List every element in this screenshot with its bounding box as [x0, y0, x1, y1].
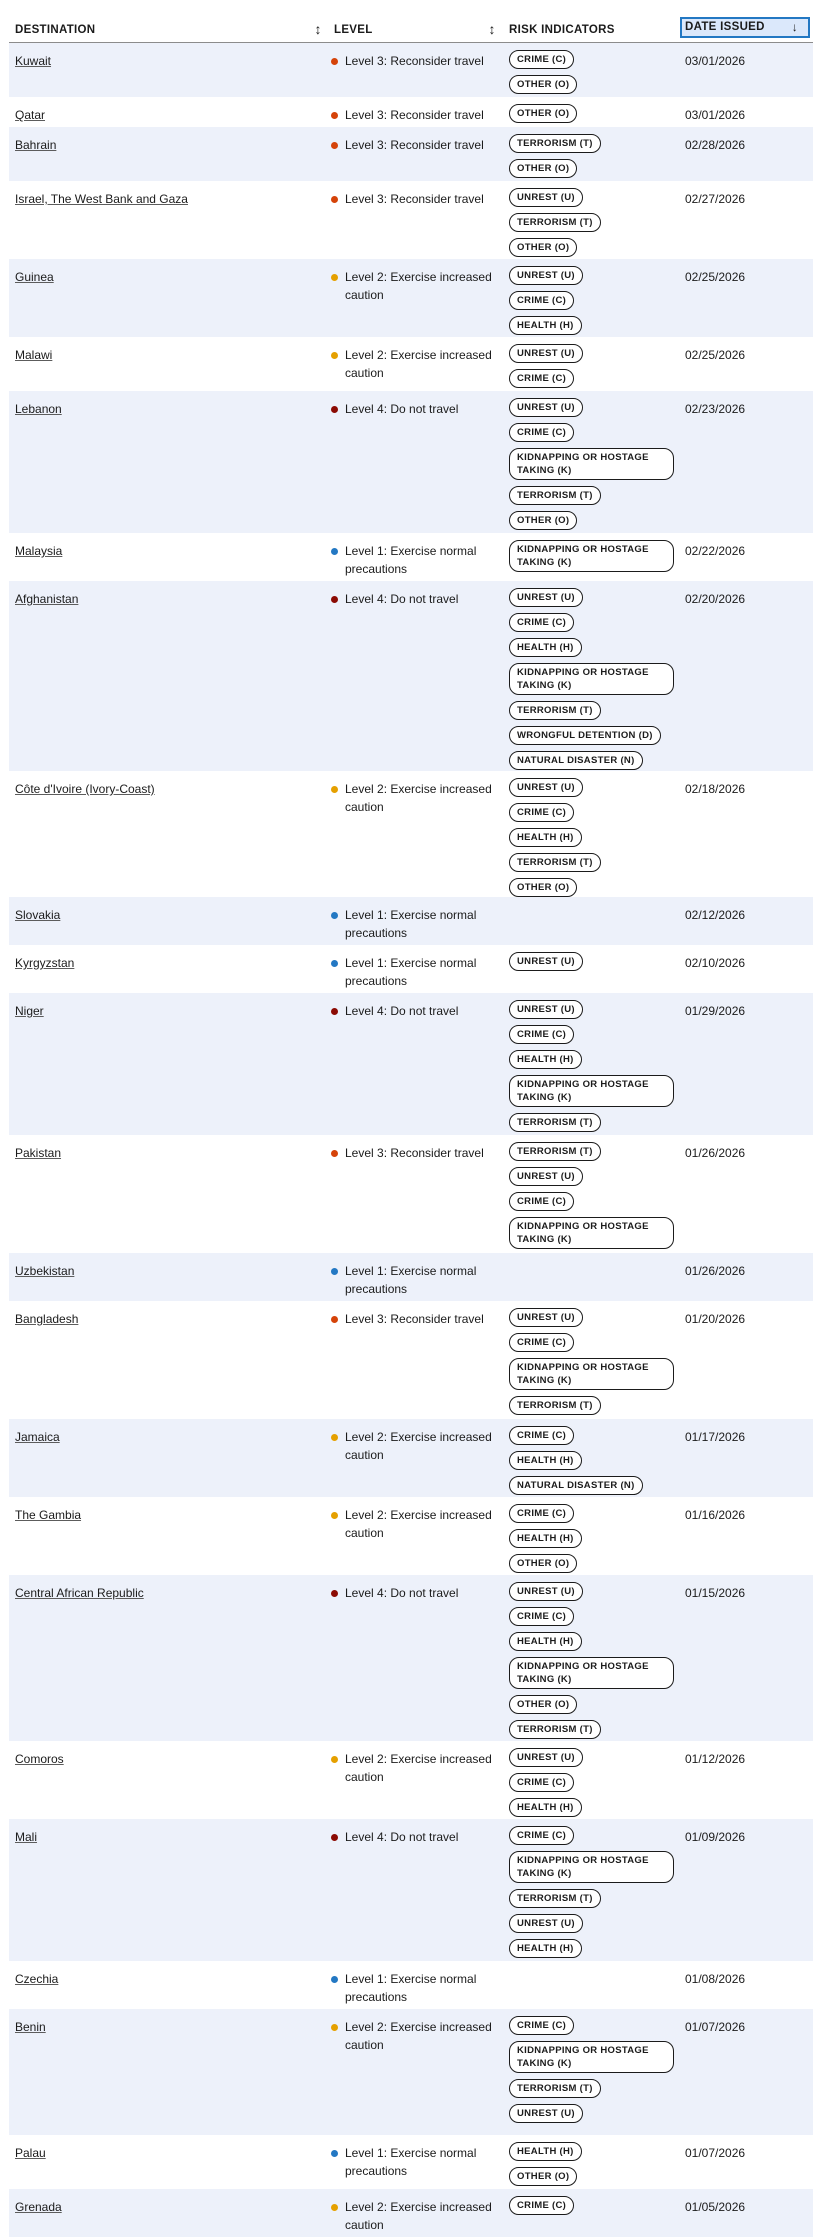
risk-indicator-badge: OTHER (O) — [509, 1695, 577, 1714]
table-row — [9, 1497, 813, 1575]
date-issued-cell: 01/17/2026 — [685, 1430, 746, 1444]
level-indicator-dot-icon — [331, 1150, 338, 1157]
destination-link[interactable]: Bangladesh — [15, 1312, 79, 1326]
level-cell — [331, 2144, 495, 2180]
risk-indicator-badge: KIDNAPPING OR HOSTAGE TAKING (K) — [509, 448, 674, 480]
destination-link[interactable]: Jamaica — [15, 1430, 60, 1444]
risk-indicator-badge: OTHER (O) — [509, 1554, 577, 1573]
level-indicator-dot-icon — [331, 142, 338, 149]
level-text: Level 1: Exercise normal precautions — [345, 908, 477, 940]
level-cell — [331, 268, 495, 304]
risk-indicator-badge: HEALTH (H) — [509, 316, 582, 335]
destination-link[interactable]: Côte d'Ivoire (Ivory-Coast) — [15, 782, 155, 796]
date-issued-cell: 02/18/2026 — [685, 782, 746, 796]
table-row — [9, 897, 813, 945]
table-row — [9, 337, 813, 391]
date-issued-cell: 01/09/2026 — [685, 1830, 746, 1844]
date-issued-cell: 01/26/2026 — [685, 1146, 746, 1160]
destination-cell — [15, 2198, 315, 2216]
level-cell — [331, 1750, 495, 1786]
risk-indicators-cell — [509, 50, 679, 100]
level-text: Level 1: Exercise normal precautions — [345, 2146, 477, 2178]
table-row — [9, 2009, 813, 2135]
level-cell — [331, 954, 495, 990]
risk-indicator-badge: UNREST (U) — [509, 1582, 583, 1601]
risk-indicators-cell — [509, 778, 679, 903]
risk-indicator-badge: OTHER (O) — [509, 159, 577, 178]
risk-indicator-badge: UNREST (U) — [509, 1167, 583, 1186]
destination-link[interactable]: Afghanistan — [15, 592, 79, 606]
level-text: Level 4: Do not travel — [345, 1004, 459, 1018]
travel-advisory-table — [9, 14, 813, 2237]
date-issued-cell: 01/05/2026 — [685, 2200, 746, 2214]
destination-cell — [15, 1002, 315, 1020]
level-text: Level 3: Reconsider travel — [345, 108, 484, 122]
risk-indicator-badge: HEALTH (H) — [509, 1632, 582, 1651]
destination-cell — [15, 2144, 315, 2162]
level-cell — [331, 780, 495, 816]
risk-indicator-badge: UNREST (U) — [509, 1000, 583, 1019]
destination-cell — [15, 1262, 315, 1280]
level-cell — [331, 1310, 495, 1328]
risk-indicator-badge: CRIME (C) — [509, 369, 574, 388]
risk-indicator-badge: CRIME (C) — [509, 291, 574, 310]
destination-link[interactable]: Bahrain — [15, 138, 57, 152]
level-indicator-dot-icon — [331, 596, 338, 603]
column-header-level-label: LEVEL — [334, 24, 373, 36]
table-row — [9, 2135, 813, 2189]
risk-indicators-cell — [509, 1504, 679, 1579]
level-text: Level 2: Exercise increased caution — [345, 1752, 492, 1784]
table-row — [9, 1301, 813, 1419]
destination-cell — [15, 906, 315, 924]
risk-indicator-badge: TERRORISM (T) — [509, 1889, 601, 1908]
column-header-destination-label: DESTINATION — [15, 24, 96, 36]
date-issued-cell: 01/16/2026 — [685, 1508, 746, 1522]
risk-indicator-badge: CRIME (C) — [509, 2196, 574, 2215]
risk-indicator-badge: OTHER (O) — [509, 104, 577, 123]
risk-indicator-badge: OTHER (O) — [509, 878, 577, 897]
level-indicator-dot-icon — [331, 786, 338, 793]
table-row — [9, 127, 813, 181]
destination-link[interactable]: Palau — [15, 2146, 46, 2160]
arrow-down-icon[interactable]: ↓ — [791, 20, 798, 34]
risk-indicator-badge: CRIME (C) — [509, 2016, 574, 2035]
destination-cell — [15, 268, 315, 286]
level-cell — [331, 136, 495, 154]
destination-link[interactable]: Benin — [15, 2020, 46, 2034]
risk-indicators-cell — [509, 1142, 679, 1255]
level-cell — [331, 1584, 495, 1602]
level-indicator-dot-icon — [331, 406, 338, 413]
level-text: Level 1: Exercise normal precautions — [345, 544, 477, 576]
risk-indicator-badge: OTHER (O) — [509, 511, 577, 530]
risk-indicators-cell — [509, 1308, 679, 1421]
destination-cell — [15, 780, 315, 798]
destination-link[interactable]: The Gambia — [15, 1508, 82, 1522]
risk-indicator-badge: KIDNAPPING OR HOSTAGE TAKING (K) — [509, 2041, 674, 2073]
risk-indicators-cell — [509, 104, 679, 129]
risk-indicators-cell — [509, 398, 679, 536]
date-issued-cell: 01/26/2026 — [685, 1264, 746, 1278]
date-issued-cell: 03/01/2026 — [685, 54, 746, 68]
destination-link[interactable]: Uzbekistan — [15, 1264, 75, 1278]
risk-indicator-badge: UNREST (U) — [509, 344, 583, 363]
risk-indicator-badge: HEALTH (H) — [509, 1939, 582, 1958]
level-text: Level 2: Exercise increased caution — [345, 782, 492, 814]
destination-cell — [15, 1506, 315, 1524]
risk-indicators-cell — [509, 344, 679, 394]
risk-indicator-badge: CRIME (C) — [509, 1426, 574, 1445]
destination-cell — [15, 1144, 315, 1162]
risk-indicators-cell — [509, 134, 679, 184]
destination-link[interactable]: Grenada — [15, 2200, 62, 2214]
table-row — [9, 43, 813, 97]
risk-indicator-badge: KIDNAPPING OR HOSTAGE TAKING (K) — [509, 540, 674, 572]
level-indicator-dot-icon — [331, 352, 338, 359]
level-indicator-dot-icon — [331, 548, 338, 555]
column-header-risk-indicators — [509, 14, 679, 42]
risk-indicator-badge: HEALTH (H) — [509, 828, 582, 847]
risk-indicator-badge: TERRORISM (T) — [509, 2079, 601, 2098]
destination-cell — [15, 346, 315, 364]
table-header — [9, 14, 813, 43]
destination-link[interactable]: Niger — [15, 1004, 44, 1018]
destination-link[interactable]: Lebanon — [15, 402, 62, 416]
table-row — [9, 259, 813, 337]
table-row — [9, 1575, 813, 1741]
risk-indicator-badge: HEALTH (H) — [509, 1529, 582, 1548]
level-cell — [331, 52, 495, 70]
level-cell — [331, 106, 495, 124]
risk-indicator-badge: TERRORISM (T) — [509, 1113, 601, 1132]
risk-indicators-cell — [509, 266, 679, 341]
destination-cell — [15, 106, 315, 124]
level-indicator-dot-icon — [331, 1434, 338, 1441]
date-issued-cell: 01/15/2026 — [685, 1586, 746, 1600]
date-issued-cell: 01/20/2026 — [685, 1312, 746, 1326]
level-indicator-dot-icon — [331, 1834, 338, 1841]
destination-link[interactable]: Mali — [15, 1830, 38, 1844]
level-text: Level 3: Reconsider travel — [345, 1146, 484, 1160]
column-header-risk-label: RISK INDICATORS — [509, 24, 615, 36]
date-issued-cell: 03/01/2026 — [685, 108, 746, 122]
risk-indicators-cell — [509, 952, 679, 977]
risk-indicator-badge: UNREST (U) — [509, 2104, 583, 2123]
date-issued-cell: 02/25/2026 — [685, 270, 746, 284]
table-row — [9, 1961, 813, 2009]
level-indicator-dot-icon — [331, 112, 338, 119]
level-cell — [331, 1144, 495, 1162]
date-issued-cell: 02/20/2026 — [685, 592, 746, 606]
level-cell — [331, 1002, 495, 1020]
level-cell — [331, 1828, 495, 1846]
risk-indicator-badge: UNREST (U) — [509, 952, 583, 971]
table-row — [9, 1253, 813, 1301]
risk-indicator-badge: TERRORISM (T) — [509, 134, 601, 153]
date-issued-cell: 01/07/2026 — [685, 2020, 746, 2034]
risk-indicator-badge: WRONGFUL DETENTION (D) — [509, 726, 661, 745]
date-issued-cell: 01/12/2026 — [685, 1752, 746, 1766]
risk-indicators-cell — [509, 1748, 679, 1823]
risk-indicators-cell — [509, 2196, 679, 2221]
table-row — [9, 1419, 813, 1497]
destination-cell — [15, 1584, 315, 1602]
table-row — [9, 391, 813, 533]
risk-indicator-badge: KIDNAPPING OR HOSTAGE TAKING (K) — [509, 1075, 674, 1107]
level-text: Level 2: Exercise increased caution — [345, 1508, 492, 1540]
destination-link[interactable]: Kyrgyzstan — [15, 956, 75, 970]
level-text: Level 4: Do not travel — [345, 1586, 459, 1600]
risk-indicator-badge: HEALTH (H) — [509, 1451, 582, 1470]
column-header-date-label: DATE ISSUED — [685, 21, 765, 33]
level-text: Level 2: Exercise increased caution — [345, 270, 492, 302]
level-indicator-dot-icon — [331, 2024, 338, 2031]
destination-cell — [15, 52, 315, 70]
level-indicator-dot-icon — [331, 1268, 338, 1275]
risk-indicator-badge: UNREST (U) — [509, 398, 583, 417]
destination-cell — [15, 542, 315, 560]
risk-indicator-badge: OTHER (O) — [509, 238, 577, 257]
date-issued-cell: 02/27/2026 — [685, 192, 746, 206]
level-text: Level 2: Exercise increased caution — [345, 2200, 492, 2232]
table-row — [9, 581, 813, 771]
risk-indicator-badge: OTHER (O) — [509, 75, 577, 94]
level-text: Level 1: Exercise normal precautions — [345, 956, 477, 988]
level-indicator-dot-icon — [331, 1590, 338, 1597]
risk-indicator-badge: UNREST (U) — [509, 188, 583, 207]
risk-indicator-badge: CRIME (C) — [509, 1826, 574, 1845]
table-row — [9, 1741, 813, 1819]
risk-indicator-badge: HEALTH (H) — [509, 638, 582, 657]
table-row — [9, 1819, 813, 1961]
date-issued-cell: 02/22/2026 — [685, 544, 746, 558]
risk-indicator-badge: CRIME (C) — [509, 1192, 574, 1211]
table-row — [9, 993, 813, 1135]
destination-cell — [15, 1828, 315, 1846]
risk-indicator-badge: NATURAL DISASTER (N) — [509, 1476, 643, 1495]
risk-indicator-badge: CRIME (C) — [509, 1607, 574, 1626]
level-indicator-dot-icon — [331, 2204, 338, 2211]
risk-indicator-badge: CRIME (C) — [509, 1504, 574, 1523]
risk-indicator-badge: KIDNAPPING OR HOSTAGE TAKING (K) — [509, 1358, 674, 1390]
level-indicator-dot-icon — [331, 274, 338, 281]
table-row — [9, 2189, 813, 2237]
level-cell — [331, 346, 495, 382]
destination-cell — [15, 590, 315, 608]
risk-indicators-cell — [509, 540, 679, 578]
level-indicator-dot-icon — [331, 1512, 338, 1519]
table-row — [9, 181, 813, 259]
column-header-date-issued[interactable] — [682, 19, 808, 36]
destination-link[interactable]: Qatar — [15, 108, 46, 122]
risk-indicator-badge: KIDNAPPING OR HOSTAGE TAKING (K) — [509, 663, 674, 695]
level-indicator-dot-icon — [331, 1008, 338, 1015]
level-indicator-dot-icon — [331, 912, 338, 919]
risk-indicators-cell — [509, 1582, 679, 1745]
level-text: Level 2: Exercise increased caution — [345, 348, 492, 380]
level-cell — [331, 1262, 495, 1298]
destination-cell — [15, 136, 315, 154]
level-text: Level 3: Reconsider travel — [345, 192, 484, 206]
level-cell — [331, 1970, 495, 2006]
destination-link[interactable]: Guinea — [15, 270, 54, 284]
risk-indicator-badge: CRIME (C) — [509, 423, 574, 442]
risk-indicator-badge: CRIME (C) — [509, 613, 574, 632]
level-indicator-dot-icon — [331, 58, 338, 65]
table-row — [9, 97, 813, 127]
level-cell — [331, 190, 495, 208]
destination-cell — [15, 2018, 315, 2036]
level-text: Level 4: Do not travel — [345, 1830, 459, 1844]
risk-indicator-badge: TERRORISM (T) — [509, 853, 601, 872]
risk-indicator-badge: KIDNAPPING OR HOSTAGE TAKING (K) — [509, 1217, 674, 1249]
risk-indicator-badge: UNREST (U) — [509, 1914, 583, 1933]
destination-link[interactable]: Central African Republic — [15, 1586, 144, 1600]
level-text: Level 2: Exercise increased caution — [345, 2020, 492, 2052]
destination-cell — [15, 400, 315, 418]
destination-link[interactable]: Comoros — [15, 1752, 64, 1766]
date-issued-cell: 01/29/2026 — [685, 1004, 746, 1018]
destination-link[interactable]: Pakistan — [15, 1146, 62, 1160]
level-text: Level 1: Exercise normal precautions — [345, 1264, 477, 1296]
risk-indicator-badge: TERRORISM (T) — [509, 701, 601, 720]
destination-link[interactable]: Malaysia — [15, 544, 63, 558]
destination-cell — [15, 1970, 315, 1988]
risk-indicator-badge: NATURAL DISASTER (N) — [509, 751, 643, 770]
level-indicator-dot-icon — [331, 1316, 338, 1323]
destination-link[interactable]: Israel, The West Bank and Gaza — [15, 192, 188, 206]
level-indicator-dot-icon — [331, 2150, 338, 2157]
destination-link[interactable]: Czechia — [15, 1972, 59, 1986]
level-cell — [331, 590, 495, 608]
risk-indicator-badge: CRIME (C) — [509, 803, 574, 822]
risk-indicator-badge: TERRORISM (T) — [509, 486, 601, 505]
risk-indicator-badge: TERRORISM (T) — [509, 1396, 601, 1415]
risk-indicators-cell — [509, 1426, 679, 1501]
risk-indicator-badge: OTHER (O) — [509, 2167, 577, 2186]
risk-indicator-badge: CRIME (C) — [509, 1773, 574, 1792]
risk-indicator-badge: UNREST (U) — [509, 266, 583, 285]
level-text: Level 2: Exercise increased caution — [345, 1430, 492, 1462]
column-header-level[interactable] — [334, 14, 504, 42]
date-issued-cell: 02/23/2026 — [685, 402, 746, 416]
table-row — [9, 1135, 813, 1253]
risk-indicator-badge: UNREST (U) — [509, 1308, 583, 1327]
risk-indicator-badge: KIDNAPPING OR HOSTAGE TAKING (K) — [509, 1657, 674, 1689]
destination-link[interactable]: Malawi — [15, 348, 53, 362]
date-issued-cell: 02/28/2026 — [685, 138, 746, 152]
level-indicator-dot-icon — [331, 960, 338, 967]
destination-cell — [15, 1428, 315, 1446]
level-text: Level 4: Do not travel — [345, 592, 459, 606]
date-issued-cell: 01/08/2026 — [685, 1972, 746, 1986]
risk-indicator-badge: CRIME (C) — [509, 1025, 574, 1044]
destination-cell — [15, 1310, 315, 1328]
level-text: Level 3: Reconsider travel — [345, 138, 484, 152]
destination-cell — [15, 1750, 315, 1768]
risk-indicators-cell — [509, 588, 679, 776]
sort-up-down-icon[interactable]: ↕ — [314, 21, 322, 37]
risk-indicator-badge: TERRORISM (T) — [509, 1142, 601, 1161]
level-cell — [331, 542, 495, 578]
destination-cell — [15, 954, 315, 972]
table-row — [9, 945, 813, 993]
risk-indicators-cell — [509, 1000, 679, 1138]
destination-link[interactable]: Slovakia — [15, 908, 61, 922]
level-text: Level 1: Exercise normal precautions — [345, 1972, 477, 2004]
level-text: Level 3: Reconsider travel — [345, 1312, 484, 1326]
level-text: Level 3: Reconsider travel — [345, 54, 484, 68]
table-body — [9, 43, 813, 2237]
level-indicator-dot-icon — [331, 1756, 338, 1763]
risk-indicators-cell — [509, 188, 679, 263]
date-issued-cell: 02/25/2026 — [685, 348, 746, 362]
risk-indicators-cell — [509, 2142, 679, 2192]
date-issued-cell: 01/07/2026 — [685, 2146, 746, 2160]
risk-indicator-badge: TERRORISM (T) — [509, 213, 601, 232]
level-cell — [331, 1428, 495, 1464]
table-row — [9, 771, 813, 897]
risk-indicator-badge: HEALTH (H) — [509, 1798, 582, 1817]
risk-indicator-badge: HEALTH (H) — [509, 2142, 582, 2161]
sort-up-down-icon[interactable]: ↕ — [488, 21, 496, 37]
level-cell — [331, 400, 495, 418]
destination-link[interactable]: Kuwait — [15, 54, 52, 68]
risk-indicator-badge: UNREST (U) — [509, 588, 583, 607]
column-header-destination[interactable] — [15, 14, 325, 42]
risk-indicator-badge: HEALTH (H) — [509, 1050, 582, 1069]
date-issued-cell: 02/10/2026 — [685, 956, 746, 970]
risk-indicator-badge: CRIME (C) — [509, 50, 574, 69]
risk-indicator-badge: TERRORISM (T) — [509, 1720, 601, 1739]
risk-indicators-cell — [509, 1826, 679, 1964]
level-cell — [331, 1506, 495, 1542]
date-issued-cell: 02/12/2026 — [685, 908, 746, 922]
level-text: Level 4: Do not travel — [345, 402, 459, 416]
level-indicator-dot-icon — [331, 1976, 338, 1983]
risk-indicator-badge: UNREST (U) — [509, 778, 583, 797]
destination-cell — [15, 190, 315, 208]
risk-indicator-badge: CRIME (C) — [509, 1333, 574, 1352]
risk-indicator-badge: KIDNAPPING OR HOSTAGE TAKING (K) — [509, 1851, 674, 1883]
level-cell — [331, 2018, 495, 2054]
level-cell — [331, 906, 495, 942]
risk-indicators-cell — [509, 2016, 679, 2129]
risk-indicator-badge: UNREST (U) — [509, 1748, 583, 1767]
level-indicator-dot-icon — [331, 196, 338, 203]
table-row — [9, 533, 813, 581]
